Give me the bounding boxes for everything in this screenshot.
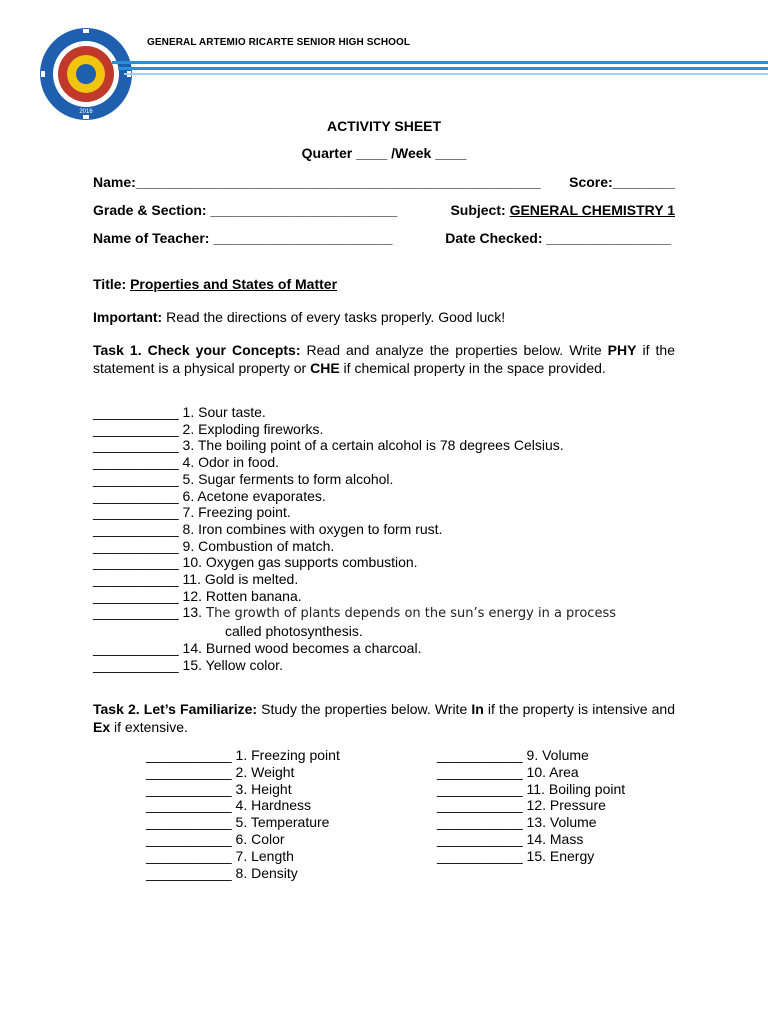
subject-field	[450, 202, 675, 218]
title-value: Properties and States of Matter	[130, 276, 338, 292]
answer-blank[interactable]: ___________	[93, 487, 179, 504]
answer-blank[interactable]: ___________	[93, 537, 179, 554]
answer-blank[interactable]: ___________	[93, 587, 179, 604]
answer-blank[interactable]: ___________	[93, 404, 179, 420]
list-item	[437, 747, 625, 764]
task2-right-list	[437, 747, 625, 865]
answer-blank[interactable]: ___________	[146, 763, 232, 780]
task1-instructions	[93, 341, 675, 377]
answer-blank[interactable]: ___________	[437, 747, 523, 763]
list-item	[93, 521, 616, 538]
list-item	[437, 831, 625, 848]
item-text: 6. Color	[235, 830, 285, 847]
list-item	[146, 797, 340, 814]
ex-code: Ex	[93, 719, 111, 735]
answer-blank[interactable]: ___________	[146, 747, 232, 763]
list-item	[93, 538, 616, 555]
task2-heading: Task 2. Let’s Familiarize:	[93, 701, 258, 717]
answer-blank[interactable]: ___________	[146, 830, 232, 847]
list-item	[93, 488, 616, 505]
item-text: 12. Pressure	[526, 797, 606, 814]
answer-blank[interactable]: ___________	[146, 814, 232, 831]
answer-blank[interactable]: ___________	[93, 437, 179, 454]
answer-blank[interactable]: ___________	[146, 797, 232, 814]
list-item	[93, 657, 616, 674]
list-item	[437, 814, 625, 831]
school-logo	[38, 26, 134, 122]
school-name: GENERAL ARTEMIO RICARTE SENIOR HIGH SCHOOL	[147, 37, 411, 48]
subject-label: Subject:	[450, 202, 510, 218]
list-item	[146, 865, 340, 882]
important-text: Read the directions of every tasks properly. Good luck!	[162, 309, 506, 325]
list-item	[146, 764, 340, 781]
answer-blank[interactable]: ___________	[93, 604, 179, 621]
answer-blank[interactable]: ___________	[93, 554, 179, 571]
item-text: The growth of plants depends on the sun’s energy in a process	[202, 606, 617, 622]
list-item	[93, 437, 616, 454]
answer-blank[interactable]: ___________	[93, 520, 179, 537]
sheet-title: ACTIVITY SHEET	[326, 118, 442, 134]
task1-list	[93, 404, 616, 673]
lesson-title	[93, 275, 675, 293]
item-text: 2. Weight	[235, 763, 295, 780]
item-text: 1. Freezing point	[235, 747, 340, 763]
item-text: 3. The boiling point of a certain alcohol is 78 degrees Celsius.	[182, 437, 564, 454]
item-text: 8. Density	[235, 864, 298, 881]
list-item	[146, 781, 340, 798]
list-item	[146, 814, 340, 831]
item-text: 15. Energy	[526, 847, 595, 864]
list-item	[437, 781, 625, 798]
list-item	[93, 471, 616, 488]
item-text: 9. Volume	[526, 747, 589, 763]
list-item	[93, 554, 616, 571]
teacher-date-row	[93, 230, 675, 246]
item-text: 6. Acetone evaporates.	[182, 487, 326, 504]
header-stripe	[112, 61, 768, 64]
answer-blank[interactable]: ___________	[93, 571, 179, 588]
answer-blank[interactable]: ___________	[93, 504, 179, 521]
answer-blank[interactable]: ___________	[437, 830, 523, 847]
task2-instructions	[93, 700, 675, 736]
answer-blank[interactable]: ___________	[93, 454, 179, 471]
item-text: 9. Combustion of match.	[182, 537, 335, 554]
task2-instr-text: if the property is intensive and	[483, 701, 675, 717]
name-score-row	[93, 174, 675, 190]
subject-value: GENERAL CHEMISTRY 1	[509, 202, 675, 218]
item-text: 14. Mass	[526, 830, 584, 847]
item-text: 4. Odor in food.	[182, 454, 280, 471]
item-text: 5. Temperature	[235, 814, 330, 831]
list-item	[437, 764, 625, 781]
phy-code: PHY	[607, 342, 637, 358]
sheet-title-block	[0, 118, 768, 161]
item-text: 13. Volume	[526, 814, 597, 831]
list-item	[93, 404, 616, 421]
list-item	[437, 848, 625, 865]
list-item	[437, 797, 625, 814]
list-item	[146, 848, 340, 865]
list-item	[93, 571, 616, 588]
list-item-continuation	[93, 623, 616, 640]
item-text: 7. Freezing point.	[182, 504, 291, 521]
list-item	[93, 454, 616, 471]
answer-blank[interactable]: ___________	[437, 814, 523, 831]
header-stripe	[124, 73, 768, 75]
item-text: 5. Sugar ferments to form alcohol.	[182, 470, 394, 487]
item-text: 10. Area	[526, 763, 579, 780]
item-text: 11. Gold is melted.	[182, 571, 299, 588]
item-text: 1. Sour taste.	[182, 404, 266, 420]
answer-blank[interactable]: ___________	[93, 639, 179, 656]
answer-blank[interactable]: ___________	[437, 763, 523, 780]
answer-blank[interactable]: ___________	[93, 656, 179, 673]
item-text: 8. Iron combines with oxygen to form rust.	[182, 520, 443, 537]
item-text: 3. Height	[235, 780, 292, 797]
score-field[interactable]: Score:________	[569, 174, 675, 190]
item-text: 12. Rotten banana.	[182, 587, 302, 604]
list-item	[146, 831, 340, 848]
list-item	[93, 421, 616, 438]
quarter-week-line: Quarter ____ /Week ____	[301, 145, 467, 161]
answer-blank[interactable]: ___________	[146, 780, 232, 797]
answer-blank[interactable]: ___________	[437, 780, 523, 797]
item-text: 11. Boiling point	[526, 780, 626, 797]
list-item	[93, 504, 616, 521]
item-text: 15. Yellow color.	[182, 656, 283, 673]
answer-blank[interactable]: ___________	[146, 847, 232, 864]
logo-year-text: 2016	[79, 109, 93, 115]
list-item	[93, 588, 616, 605]
list-item	[93, 604, 616, 623]
grade-section-field[interactable]: Grade & Section: ________________________	[93, 202, 398, 218]
answer-blank[interactable]: ___________	[146, 864, 232, 881]
title-label: Title:	[93, 276, 131, 292]
list-item	[93, 640, 616, 657]
task1-instr-text: Read and analyze the properties below. Write	[300, 342, 608, 358]
name-field[interactable]: Name:____________________________________________________	[93, 174, 541, 190]
grade-subject-row	[93, 202, 675, 218]
task2-left-list	[146, 747, 340, 881]
task1-instr-text: if the statement is a physical property or	[93, 342, 675, 376]
in-code: In	[471, 701, 484, 717]
answer-blank[interactable]: ___________	[437, 847, 523, 864]
answer-blank[interactable]: ___________	[437, 797, 523, 814]
answer-blank[interactable]: ___________	[93, 470, 179, 487]
item-text: 4. Hardness	[235, 797, 312, 814]
item-number: 13.	[182, 604, 203, 621]
item-text: 2. Exploding fireworks.	[182, 420, 324, 437]
important-label: Important:	[93, 309, 163, 325]
list-item	[146, 747, 340, 764]
item-text: called photosynthesis.	[225, 623, 363, 640]
che-code: CHE	[310, 360, 340, 376]
task2-instr-text: Study the properties below. Write	[257, 701, 472, 717]
item-text: 14. Burned wood becomes a charcoal.	[182, 639, 422, 656]
important-note	[93, 308, 675, 326]
task2-instr-text: if extensive.	[110, 719, 188, 735]
item-text: 10. Oxygen gas supports combustion.	[182, 554, 418, 571]
teacher-field[interactable]: Name of Teacher: _______________________	[93, 230, 393, 246]
header-stripe	[118, 67, 768, 70]
task1-heading: Task 1. Check your Concepts:	[93, 342, 301, 358]
item-text: 7. Length	[235, 847, 294, 864]
task1-instr-text: if chemical property in the space provided.	[339, 360, 606, 376]
answer-blank[interactable]: ___________	[93, 420, 179, 437]
date-checked-field[interactable]: Date Checked: ________________	[445, 230, 671, 246]
